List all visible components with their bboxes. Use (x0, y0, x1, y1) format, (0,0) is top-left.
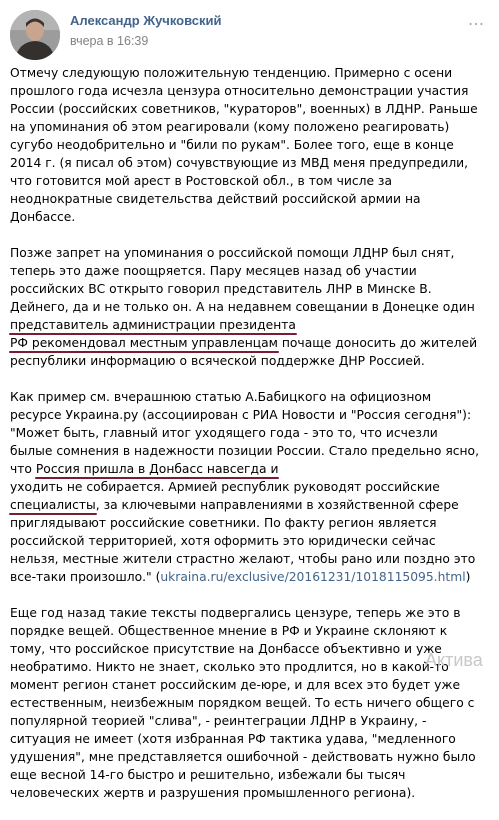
paragraph-2 (10, 244, 484, 370)
paragraph-3-text-b: , за ключевыми направлениями в хозяйственной сфере приглядывают российские советники. По факту регион является российской территорией, хотя оформить это юридически сейчас нельзя, местные жители страстно желают, чтобы рано или поздно это все-таки произошло." ( (10, 498, 476, 584)
paragraph-2-text-a: Позже запрет на упоминания о российской помощи ЛДНР был снят, теперь это даже поощряется. Пару месяцев назад об участии российских ВС открыто говорил представитель ЛНР в Минске В. Дейнего, да и не только он. А на недавнем совещании в Донецке один (10, 246, 475, 314)
highlight-underline-4: уходить не собирается. Армией республик руководят российские специалисты (10, 480, 440, 512)
more-options-icon[interactable]: … (468, 10, 483, 29)
avatar-photo (10, 10, 60, 60)
activation-watermark: Актива (425, 650, 483, 670)
post-text (10, 64, 484, 820)
paragraph-2-text-b: почаще доносить до жителей республики информацию о всяческой поддержке ДНР Россией. (10, 336, 478, 368)
post-timestamp[interactable]: вчера в 16:39 (70, 34, 149, 48)
paragraph-3 (10, 388, 484, 586)
paragraph-3-text-a: Как пример см. вчерашнюю статью А.Бабицкого на официозном ресурсе Украина.ру (ассоциирован с РИА Новости и "Россия сегодня"): "Может быть, главный итог уходящего года - это то, что исчезли былые сомнения в надежности позиции России. Стало предельно ясно, что (10, 390, 479, 476)
highlight-underline-1: представитель администрации президента (10, 318, 296, 332)
source-link[interactable]: ukraina.ru/exclusive/20161231/1018115095.html (160, 570, 466, 584)
highlight-underline-2: РФ рекомендовал местным управленцам (10, 336, 278, 350)
author-name[interactable]: Александр Жучковский (70, 13, 222, 28)
highlight-underline-3: Россия пришла в Донбасс навсегда и (35, 462, 279, 476)
paragraph-1: Отмечу следующую положительную тенденцию. Примерно с осени прошлого года исчезла цензура относительно демонстрации участия России (российских советников, "кураторов", военных) в ЛДНР. Раньше на упоминания об этом реагировали (кому положено реагировать) сугубо неодобрительно и "били по рукам". Более того, еще в конце 2014 г. (я писал об этом) сочувствующие из МВД меня предупредили, что готовится мой арест в Ростовской обл., в том числе за неоднократные свидетельства действий российской армии на Донбассе. (10, 66, 478, 224)
post-header (10, 10, 489, 60)
paragraph-4: Еще год назад такие тексты подвергались цензуре, теперь же это в порядке вещей. Общественное мнение в РФ и Украине склоняют к тому, что российское присутствие на Донбассе объективно и уже необратимо. Никто не знает, сколько это продлится, но в какой-то момент регион станет российским де-юре, и для всех это будет уже естественным, неизбежным порядком вещей. То есть ничего общего с популярной теорией "слива", - реинтеграции ЛДНР в Украину, - ситуация не имеет (хотя избранная РФ тактика удава, "медленного удушения", мне представляется ошибочной - действовать нужно было еще весной 14-го быстро и решительно, избежали бы тысяч человеческих жертв и разрушения промышленного региона). (10, 606, 476, 800)
author-avatar[interactable] (10, 10, 60, 60)
paragraph-3-text-c: ) (465, 570, 471, 584)
